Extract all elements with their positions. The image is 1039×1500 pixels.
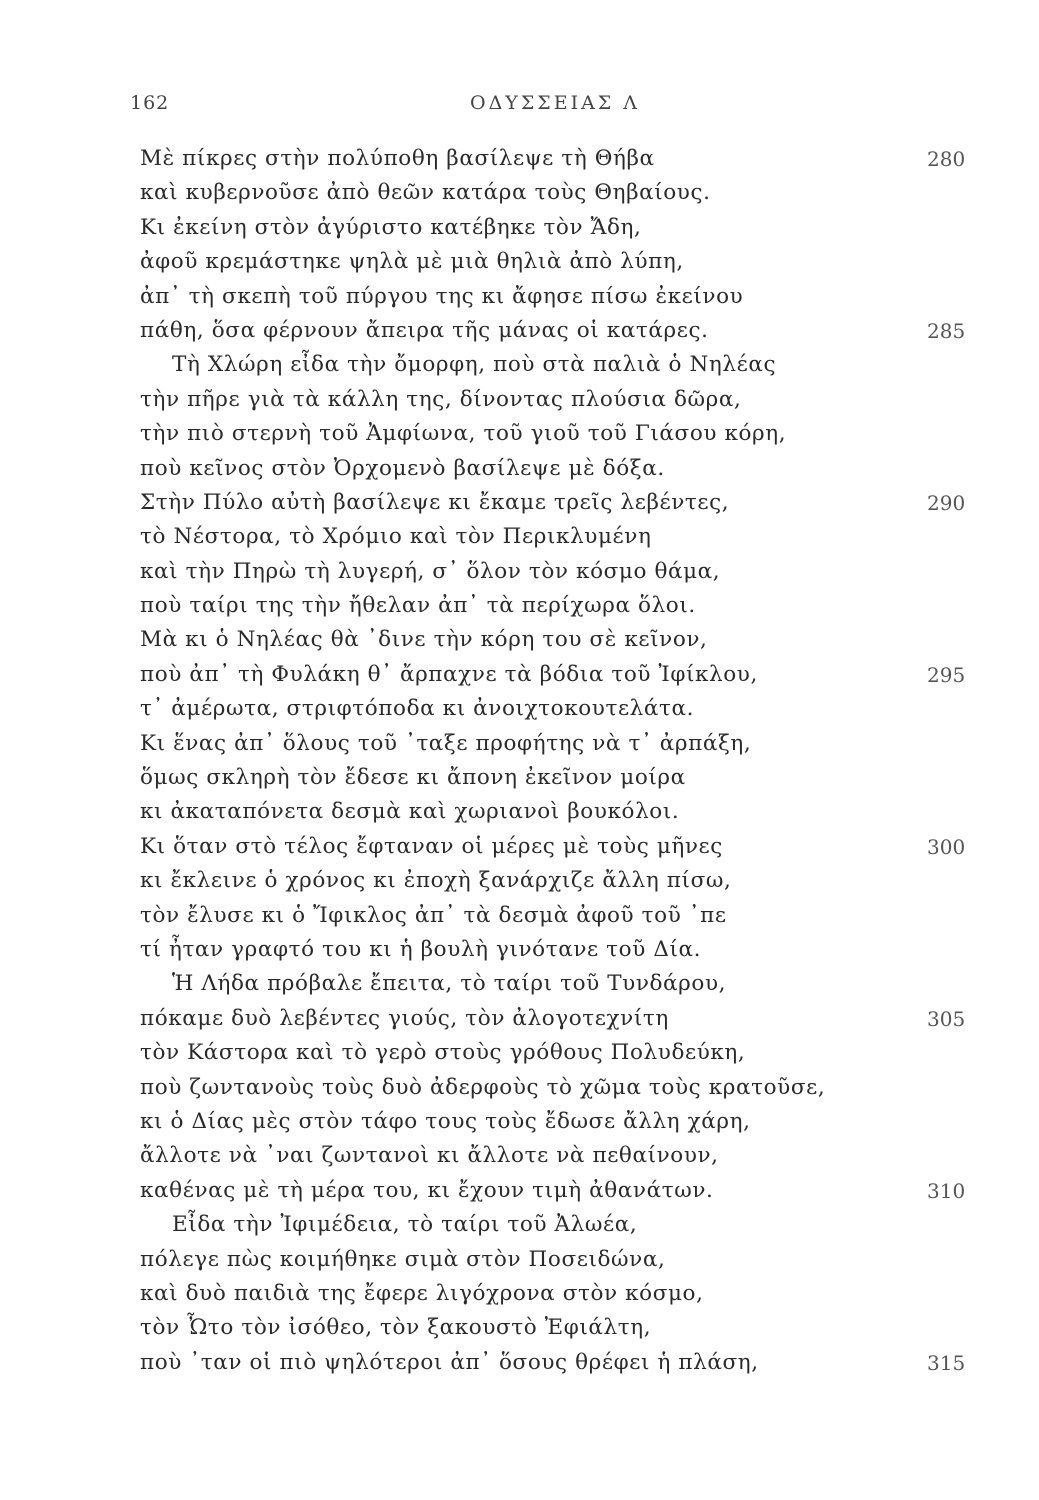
verse-text: τὸν Ὦτο τὸν ἰσόθεο, τὸν ξακουστὸ Ἐφιάλτη,	[140, 1315, 652, 1341]
verse-text: καὶ τὴν Πηρὼ τὴ λυγερή, σ᾽ ὅλον τὸν κόσμο θάμα,	[140, 558, 721, 584]
page-number: 162	[130, 92, 170, 114]
verse-text: Μὲ πίκρες στὴν πολύποθη βασίλεψε τὴ Θήβα	[140, 146, 655, 171]
verse-line	[0, 727, 1039, 761]
verse-text: κι ἔκλεινε ὁ χρόνος κι ἐποχὴ ξανάρχιζε ἄλλη πίσω,	[140, 868, 732, 894]
verse-line	[0, 623, 1039, 657]
verse-line	[0, 1243, 1039, 1277]
verse-line	[0, 211, 1039, 245]
verse-text: καθένας μὲ τὴ μέρα του, κι ἔχουν τιμὴ ἀθανάτων.	[140, 1177, 714, 1203]
verse-text: Στὴν Πύλο αὐτὴ βασίλεψε κι ἔκαμε τρεῖς λεβέντες,	[140, 489, 730, 515]
verse-line	[0, 1346, 1039, 1380]
verse-line	[0, 1139, 1039, 1173]
verse-text: Κι ἐκείνη στὸν ἀγύριστο κατέβηκε τὸν Ἄδη,	[140, 214, 642, 240]
verse-text: κι ἀκαταπόνετα δεσμὰ καὶ χωριανοὶ βουκόλοι.	[140, 799, 680, 825]
verse-text: ὅμως σκληρὴ τὸν ἔδεσε κι ἄπονη ἐκεῖνον μοίρα	[140, 765, 686, 791]
line-number: 285	[927, 318, 966, 343]
verse-line	[0, 864, 1039, 898]
verse-line	[0, 1174, 1039, 1208]
running-title: ΟΔΥΣΣΕΙΑΣ Λ	[470, 92, 640, 114]
verse-text: πόκαμε δυὸ λεβέντες γιούς, τὸν ἀλογοτεχνίτη	[140, 1005, 669, 1031]
verse-text: τὴν πῆρε γιὰ τὰ κάλλη της, δίνοντας πλούσια δῶρα,	[140, 386, 742, 412]
line-number: 310	[927, 1178, 966, 1203]
verse-text: Μὰ κι ὁ Νηλέας θὰ ᾽δινε τὴν κόρη του σὲ κεῖνον,	[140, 627, 708, 653]
verse-line	[0, 692, 1039, 726]
verse-line	[0, 1071, 1039, 1105]
line-number: 280	[927, 147, 966, 171]
verse-line	[0, 1002, 1039, 1036]
verse-text: ἄλλοτε νὰ ᾽ναι ζωντανοὶ κι ἄλλοτε νὰ πεθαίνουν,	[140, 1143, 719, 1169]
verse-text: ποὺ ταίρι της τὴν ἤθελαν ἀπ᾽ τὰ περίχωρα ὅλοι.	[140, 593, 696, 619]
verse-text: τὸ Νέστορα, τὸ Χρόμιο καὶ τὸν Περικλυμένη	[140, 524, 652, 550]
verse-line	[0, 383, 1039, 417]
verse-line	[0, 245, 1039, 279]
verse-line	[0, 555, 1039, 589]
verse-text: κι ὁ Δίας μὲς στὸν τάφο τους τοὺς ἔδωσε ἄλλη χάρη,	[140, 1108, 751, 1134]
verse-line	[0, 1277, 1039, 1311]
verse-text: πάθη, ὅσα φέρνουν ἄπειρα τῆς μάνας οἱ κατάρες.	[140, 317, 709, 343]
verse-line	[0, 795, 1039, 829]
line-number: 315	[927, 1350, 966, 1375]
verse-text: πόλεγε πὼς κοιμήθηκε σιμὰ στὸν Ποσειδώνα,	[140, 1246, 666, 1272]
verse-line	[0, 417, 1039, 451]
verse-text: Κι ὅταν στὸ τέλος ἔφταναν οἱ μέρες μὲ τοὺς μῆνες	[140, 833, 723, 859]
verse-line	[0, 142, 1039, 176]
verse-line	[0, 899, 1039, 933]
verse-text: ποὺ κεῖνος στὸν Ὀρχομενὸ βασίλεψε μὲ δόξα.	[140, 455, 665, 481]
verse-text: ποὺ ᾽ταν οἱ πιὸ ψηλότεροι ἀπ᾽ ὅσους θρέφει ἡ πλάση,	[140, 1349, 759, 1375]
verse-text: τί ἦταν γραφτό του κι ἡ βουλὴ γινότανε τοῦ Δία.	[140, 936, 702, 962]
verse-line	[0, 761, 1039, 795]
verse-line	[0, 830, 1039, 864]
line-number: 295	[927, 662, 966, 687]
verse-text: ποὺ ἀπ᾽ τὴ Φυλάκη θ᾽ ἄρπαχνε τὰ βόδια τοῦ Ἰφίκλου,	[140, 661, 758, 687]
line-number: 305	[927, 1006, 966, 1031]
verse-line	[0, 452, 1039, 486]
verse-text: Κι ἕνας ἀπ᾽ ὅλους τοῦ ᾽ταξε προφήτης νὰ τ᾽ ἀρπάξη,	[140, 730, 752, 756]
verse-line	[0, 933, 1039, 967]
verse-text: Εἶδα τὴν Ἰφιμέδεια, τὸ ταίρι τοῦ Ἀλωέα,	[172, 1212, 638, 1238]
verse-text: Τὴ Χλώρη εἶδα τὴν ὄμορφη, ποὺ στὰ παλιὰ ὁ Νηλέας	[172, 352, 777, 378]
verse-line	[0, 658, 1039, 692]
verse-line	[0, 486, 1039, 520]
verse-line	[0, 348, 1039, 382]
verse-line	[0, 176, 1039, 210]
verse-block	[0, 142, 1039, 1380]
verse-line	[0, 520, 1039, 554]
verse-line	[0, 1208, 1039, 1242]
verse-line	[0, 314, 1039, 348]
verse-line	[0, 589, 1039, 623]
verse-text: ποὺ ζωντανοὺς τοὺς δυὸ ἀδερφοὺς τὸ χῶμα τοὺς κρατοῦσε,	[140, 1074, 826, 1100]
verse-line	[0, 1105, 1039, 1139]
page-header	[0, 92, 1039, 122]
verse-text: τὸν ἔλυσε κι ὁ Ἴφικλος ἀπ᾽ τὰ δεσμὰ ἀφοῦ τοῦ ᾽πε	[140, 902, 727, 928]
verse-line	[0, 967, 1039, 1001]
verse-text: τ᾽ ἀμέρωτα, στριφτόποδα κι ἀνοιχτοκουτελάτα.	[140, 696, 695, 722]
verse-text: ἀπ᾽ τὴ σκεπὴ τοῦ πύργου της κι ἄφησε πίσω ἐκείνου	[140, 283, 744, 309]
verse-line	[0, 1036, 1039, 1070]
verse-line	[0, 280, 1039, 314]
verse-text: τὸν Κάστορα καὶ τὸ γερὸ στοὺς γρόθους Πολυδεύκη,	[140, 1040, 746, 1066]
verse-text: τὴν πιὸ στερνὴ τοῦ Ἀμφίωνα, τοῦ γιοῦ τοῦ Γιάσου κόρη,	[140, 421, 787, 447]
verse-text: ἀφοῦ κρεμάστηκε ψηλὰ μὲ μιὰ θηλιὰ ἀπὸ λύπη,	[140, 249, 684, 275]
verse-text: καὶ κυβερνοῦσε ἀπὸ θεῶν κατάρα τοὺς Θηβαίους.	[140, 180, 711, 206]
line-number: 290	[927, 490, 966, 515]
verse-line	[0, 1311, 1039, 1345]
verse-text: καὶ δυὸ παιδιὰ της ἔφερε λιγόχρονα στὸν κόσμο,	[140, 1280, 704, 1306]
line-number: 300	[927, 834, 966, 859]
verse-text: Ἡ Λήδα πρόβαλε ἔπειτα, τὸ ταίρι τοῦ Τυνδάρου,	[172, 971, 727, 997]
